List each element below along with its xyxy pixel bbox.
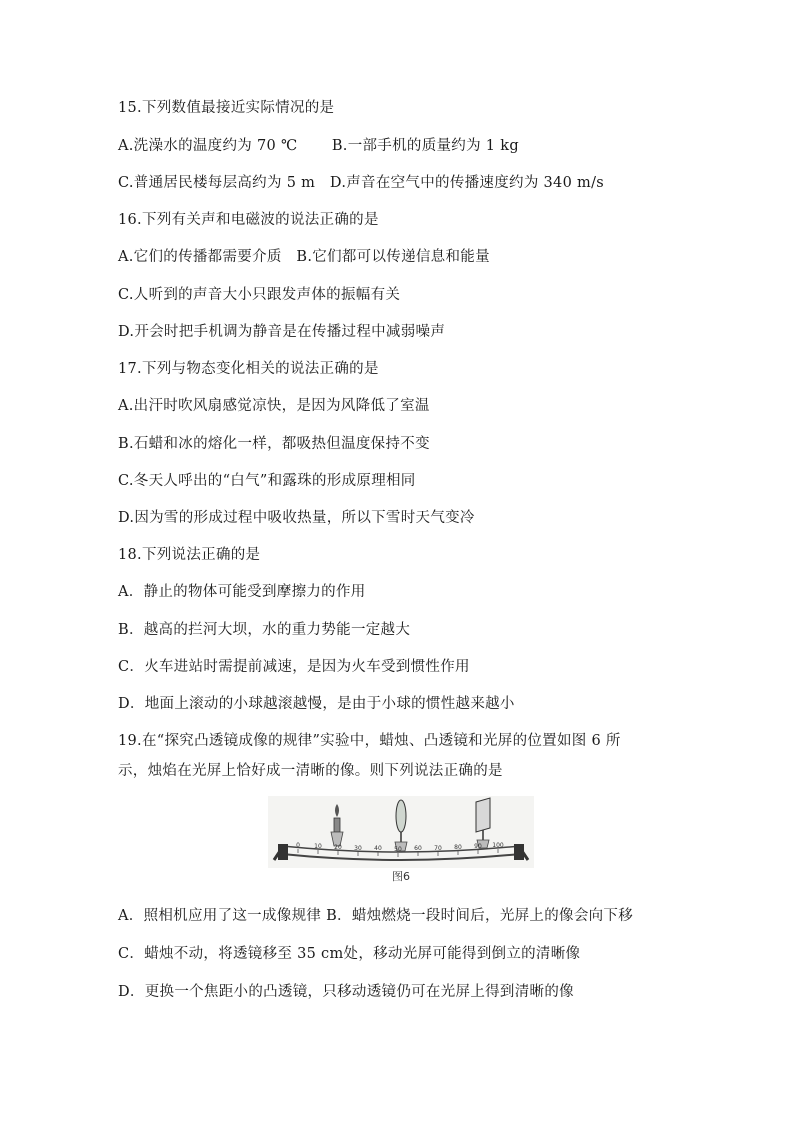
ruler-label: 90 <box>474 843 482 850</box>
question-19-option-d: D．更换一个焦距小的凸透镜，只移动透镜仍可在光屏上得到清晰的像 <box>118 984 574 1000</box>
optical-bench-illustration <box>268 796 534 868</box>
ruler-label: 20 <box>334 844 342 851</box>
question-16-option-c: C.人听到的声音大小只跟发声体的振幅有关 <box>118 287 401 303</box>
question-17-option-b: B.石蜡和冰的熔化一样，都吸热但温度保持不变 <box>118 436 430 452</box>
question-16-option-d: D.开会时把手机调为静音是在传播过程中减弱噪声 <box>118 324 446 340</box>
question-15-options-ab: A.洗澡水的温度约为 70 ℃ B.一部手机的质量约为 1 kg <box>118 138 519 154</box>
question-19-stem-line1: 19.在“探究凸透镜成像的规律”实验中，蜡烛、凸透镜和光屏的位置如图 6 所 <box>118 733 621 749</box>
question-19-stem-line2: 示，烛焰在光屏上恰好成一清晰的像。则下列说法正确的是 <box>118 763 503 779</box>
question-18-option-a: A．静止的物体可能受到摩擦力的作用 <box>118 584 366 600</box>
question-17-option-a: A.出汗时吹风扇感觉凉快，是因为风降低了室温 <box>118 398 430 414</box>
light-screen <box>476 798 490 848</box>
question-19-options-ab: A．照相机应用了这一成像规律 B．蜡烛燃烧一段时间后，光屏上的像会向下移 <box>118 908 634 924</box>
ruler-label: 40 <box>374 845 382 852</box>
question-15-options-cd: C.普通居民楼每层高约为 5 m D.声音在空气中的传播速度约为 340 m/s <box>118 175 604 191</box>
ruler-label: 100 <box>492 842 504 849</box>
question-16-options-ab: A.它们的传播都需要介质 B.它们都可以传递信息和能量 <box>118 249 490 265</box>
figure-caption: 图6 <box>392 870 410 883</box>
ruler-label: 60 <box>414 845 422 852</box>
question-18-option-d: D．地面上滚动的小球越滚越慢，是由于小球的惯性越来越小 <box>118 696 515 712</box>
convex-lens <box>395 800 407 851</box>
question-17-option-c: C.冬天人呼出的“白气”和露珠的形成原理相同 <box>118 473 416 489</box>
question-18-option-b: B．越高的拦河大坝，水的重力势能一定越大 <box>118 622 411 638</box>
question-18-stem: 18.下列说法正确的是 <box>118 547 261 563</box>
ruler-label: 10 <box>314 843 322 850</box>
question-19-option-c: C．蜡烛不动，将透镜移至 35 cm处，移动光屏可能得到倒立的清晰像 <box>118 946 581 962</box>
ruler-label: 80 <box>454 844 462 851</box>
ruler-label: 70 <box>434 845 442 852</box>
question-15-stem: 15.下列数值最接近实际情况的是 <box>118 100 335 116</box>
question-18-option-c: C．火车进站时需提前减速，是因为火车受到惯性作用 <box>118 659 470 675</box>
figure-optical-bench <box>268 796 534 888</box>
question-17-option-d: D.因为雪的形成过程中吸收热量，所以下雪时天气变冷 <box>118 510 475 526</box>
ruler-label: 0 <box>296 842 300 849</box>
question-16-stem: 16.下列有关声和电磁波的说法正确的是 <box>118 212 379 228</box>
question-17-stem: 17.下列与物态变化相关的说法正确的是 <box>118 361 379 377</box>
ruler-label: 50 <box>394 846 402 853</box>
ruler-label: 30 <box>354 845 362 852</box>
